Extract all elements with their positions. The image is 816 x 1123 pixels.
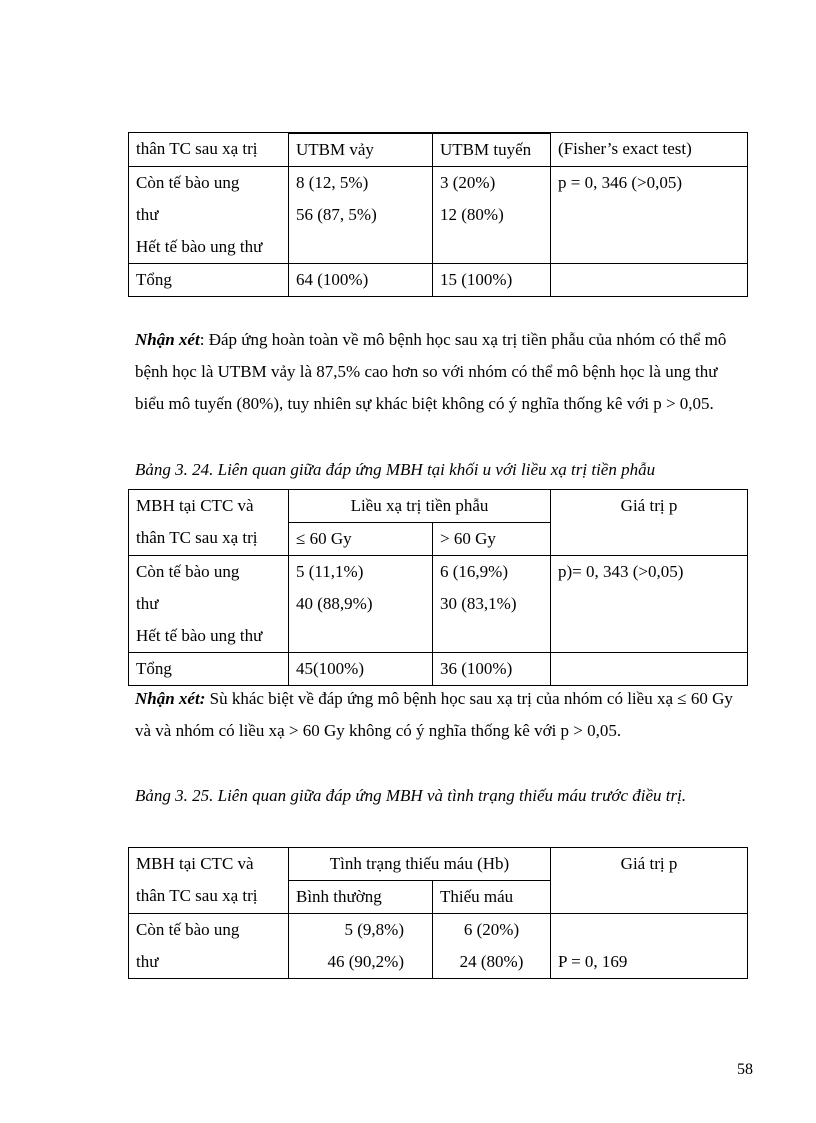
cell: 45(100%) (289, 653, 433, 686)
total-label: Tổng (129, 264, 289, 297)
cell: 8 (12, 5%) 56 (87, 5%) (289, 167, 433, 264)
p-value: P = 0, 169 (551, 914, 748, 979)
header-right: Giá trị p (551, 848, 748, 914)
row-label: Còn tế bào ung thư (129, 914, 289, 979)
col-header: UTBM vảy (289, 134, 433, 167)
table-anemia (128, 847, 748, 979)
header-left: thân TC sau xạ trị (129, 133, 289, 167)
col-header: > 60 Gy (433, 523, 551, 556)
cell: 36 (100%) (433, 653, 551, 686)
table-histology-type (128, 132, 748, 297)
table-caption: Bảng 3. 25. Liên quan giữa đáp ứng MBH và tình trạng thiếu máu trước điều trị. (135, 786, 687, 805)
header-left: MBH tại CTC và thân TC sau xạ trị (129, 848, 289, 914)
header-group: Liều xạ trị tiền phẫu (289, 490, 551, 523)
header-right: Giá trị p (551, 490, 748, 556)
table-caption: Bảng 3. 24. Liên quan giữa đáp ứng MBH tại khối u với liều xạ trị tiền phẫu (135, 460, 656, 479)
cell: 5 (11,1%) 40 (88,9%) (289, 556, 433, 653)
cell: 6 (16,9%) 30 (83,1%) (433, 556, 551, 653)
page-number: 58 (737, 1061, 753, 1078)
cell: 15 (100%) (433, 264, 551, 297)
cell: 5 (9,8%) 46 (90,2%) (289, 914, 433, 979)
col-header: UTBM tuyến (433, 134, 551, 167)
col-header: Thiếu máu (433, 881, 551, 914)
col-header: Bình thường (289, 881, 433, 914)
cell: 3 (20%) 12 (80%) (433, 167, 551, 264)
cell (551, 264, 748, 297)
p-value: p = 0, 346 (>0,05) (551, 167, 748, 264)
row-label: Còn tế bào ung thư Hết tế bào ung thư (129, 556, 289, 653)
header-left: MBH tại CTC và thân TC sau xạ trị (129, 490, 289, 556)
cell: 6 (20%) 24 (80%) (433, 914, 551, 979)
comment-paragraph: Nhận xét: Đáp ứng hoàn toàn về mô bệnh học sau xạ trị tiền phẫu của nhóm có thể mô bệnh học là UTBM vảy là 87,5% cao hơn so với nhóm có thể mô bệnh học là ung thư biểu mô tuyến (80%), tuy nhiên sự khác biệt không có ý nghĩa thống kê với p > 0,05. (135, 330, 727, 413)
total-label: Tổng (129, 653, 289, 686)
header-group: Tình trạng thiếu máu (Hb) (289, 848, 551, 881)
table-radiation-dose (128, 489, 748, 686)
header-right: (Fisher’s exact test) (551, 133, 748, 167)
cell: 64 (100%) (289, 264, 433, 297)
p-value: p)= 0, 343 (>0,05) (551, 556, 748, 653)
col-header: ≤ 60 Gy (289, 523, 433, 556)
cell (551, 653, 748, 686)
comment-paragraph: Nhận xét: Sù khác biệt về đáp ứng mô bệnh học sau xạ trị của nhóm có liều xạ ≤ 60 Gy và và nhóm có liều xạ > 60 Gy không có ý nghĩa thống kê với p > 0,05. (135, 689, 733, 740)
row-label: Còn tế bào ung thư Hết tế bào ung thư (129, 167, 289, 264)
